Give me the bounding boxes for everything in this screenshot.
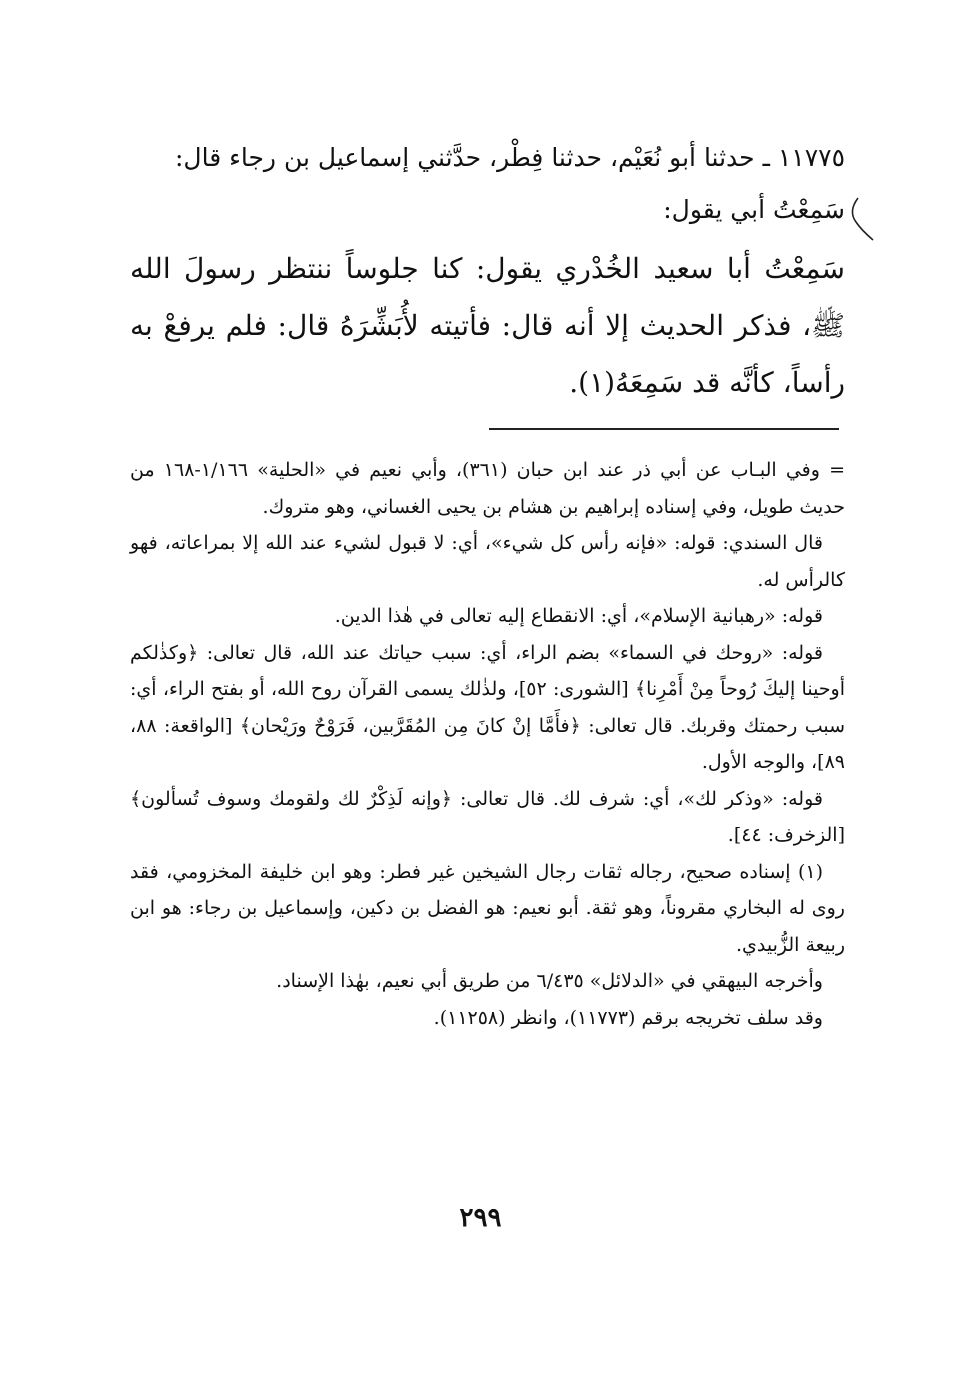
footnotes xyxy=(130,452,845,1036)
hadith-narration: سَمِعْتُ أبا سعيد الخُدْري يقول: كنا جلوساً ننتظر رسولَ الله ﷺ، فذكر الحديث إلا أنه قال: فأتيته لأُبَشِّرَهُ قال: فلم يرفعْ به رأساً، كأنَّه قد سَمِعَهُ(١). xyxy=(130,252,845,399)
isnad-line: ١١٧٧٥ ـ حدثنا أبو نُعَيْم، حدثنا فِطْر، حدَّثني إسماعيل بن رجاء قال: xyxy=(175,143,845,172)
isnad-line-2: سَمِعْتُ أبي يقول: xyxy=(663,195,845,224)
footnote-separator xyxy=(489,428,839,430)
hadith-text xyxy=(130,132,845,411)
page-number: ٢٩٩ xyxy=(459,1203,502,1233)
footnote-paragraph: قوله: «رهبانية الإسلام»، أي: الانقطاع إليه تعالى في هٰذا الدين. xyxy=(334,605,823,627)
footnote-paragraph: قوله: «وذكر لك»، أي: شرف لك. قال تعالى: ﴿وإنه لَذِكْرٌ لك ولقومك وسوف تُسألون﴾ [الزخرف: ٤٤]. xyxy=(130,787,845,846)
footnote-paragraph: وأخرجه البيهقي في «الدلائل» ٦/٤٣٥ من طريق أبي نعيم، بهٰذا الإسناد. xyxy=(276,970,823,992)
margin-bracket-icon xyxy=(846,196,876,242)
footnote-paragraph: وقد سلف تخريجه برقم (١١٧٧٣)، وانظر (١١٢٥٨). xyxy=(433,1006,823,1029)
footnote-paragraph: قال السندي: قوله: «فإنه رأس كل شيء»، أي: لا قبول لشيء عند الله إلا بمراعاته، فهو كالرأس له. xyxy=(130,532,845,591)
footnote-paragraph: = وفي البـاب عن أبي ذر عند ابن حبان (٣٦١)، وأبي نعيم في «الحلية» ١/١٦٦-١٦٨ من حديث طويل، وفي إسناده إبراهيم بن هشام بن يحيى الغساني، وهو متروك. xyxy=(130,459,845,518)
footnote-1: (١) إسناده صحيح، رجاله ثقات رجال الشيخين غير فطر: وهو ابن خليفة المخزومي، فقد روى له البخاري مقروناً، وهو ثقة. أبو نعيم: هو الفضل بن دكين، وإسماعيل بن رجاء: هو ابن ربيعة الزُّبيدي. xyxy=(130,860,845,956)
footnote-paragraph: قوله: «روحك في السماء» بضم الراء، أي: سبب حياتك عند الله، قال تعالى: ﴿وكذٰلكم أوحينا إليكَ رُوحاً مِنْ أَمْرِنا﴾ [الشورى: ٥٢]، ولذٰلك يسمى القرآن روح الله، أو بفتح الراء، أي: سبب رحمتك وقربك. قال تعالى: ﴿فأَمَّا إنْ كانَ مِن المُقَرَّبين، فَرَوْحٌ ورَيْحان﴾ [الواقعة: ٨٨، ٨٩]، والوجه الأول. xyxy=(130,641,845,773)
